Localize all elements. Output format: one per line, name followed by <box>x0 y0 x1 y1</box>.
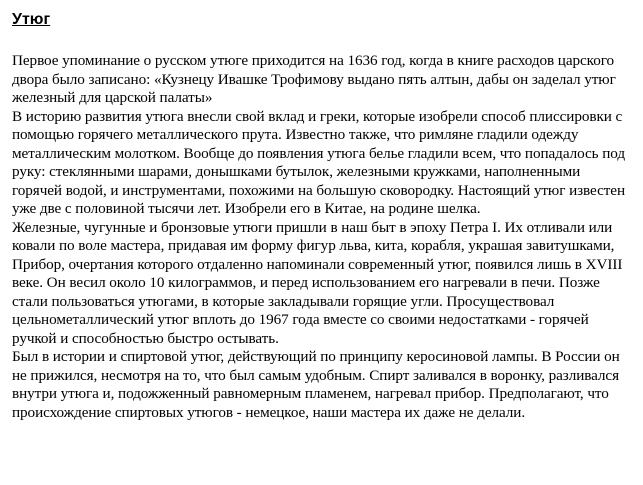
paragraph-first-mention: Первое упоминание о русском утюге приходится на 1636 год, когда в книге расходов царского двора было записано: «Кузнецу Ивашке Трофимову выдано пять алтын, дабы он заделал утюг железный для царской палаты» <box>12 52 616 106</box>
page-title: Утюг <box>12 11 51 28</box>
paragraph-spirit-iron: Был в истории и спиртовой утюг, действующий по принципу керосиновой лампы. В России он не прижился, несмотря на то, что был самым удобным. Спирт заливался в воронку, разливался внутри утюга и, подожженный равномерным пламенем, нагревал прибор. Предполагают, что происхождение спиртовых утюгов - немецкое, наши мастера их даже не делали. <box>12 348 620 421</box>
article-body <box>12 52 631 422</box>
paragraph-history: В историю развития утюга внесли свой вклад и греки, которые изобрели способ плиссировки с помощью горячего металлического прута. Известно также, что римляне гладили одежду металлическим молотком. Вообще до появления утюга белье гладили всем, что попадалось под руку: стеклянными шарами, донышками бутылок, железными кружками, наполненными горячей водой, и инструментами, похожими на большую сковородку. Настоящий утюг известен уже две с половиной тысячи лет. Изобрели его в Китае, на родине шелка. <box>12 107 626 217</box>
paragraph-peter-era: Железные, чугунные и бронзовые утюги пришли в наш быт в эпоху Петра I. Их отливали или ковали по воле мастера, придавая им форму фигур льва, кита, корабля, украшая завитушками, <box>12 218 615 254</box>
paragraph-18th-century: Прибор, очертания которого отдаленно напоминали современный утюг, появился лишь в XVIII веке. Он весил около 10 килограммов, и перед использованием его нагревали в печи. Позже стали пользоваться утюгами, в которые закладывали горящие угли. Просуществовал цельнометаллический утюг вплоть до 1967 года вместе со своими недостатками - горячей ручкой и способностью быстро остывать. <box>12 255 623 347</box>
